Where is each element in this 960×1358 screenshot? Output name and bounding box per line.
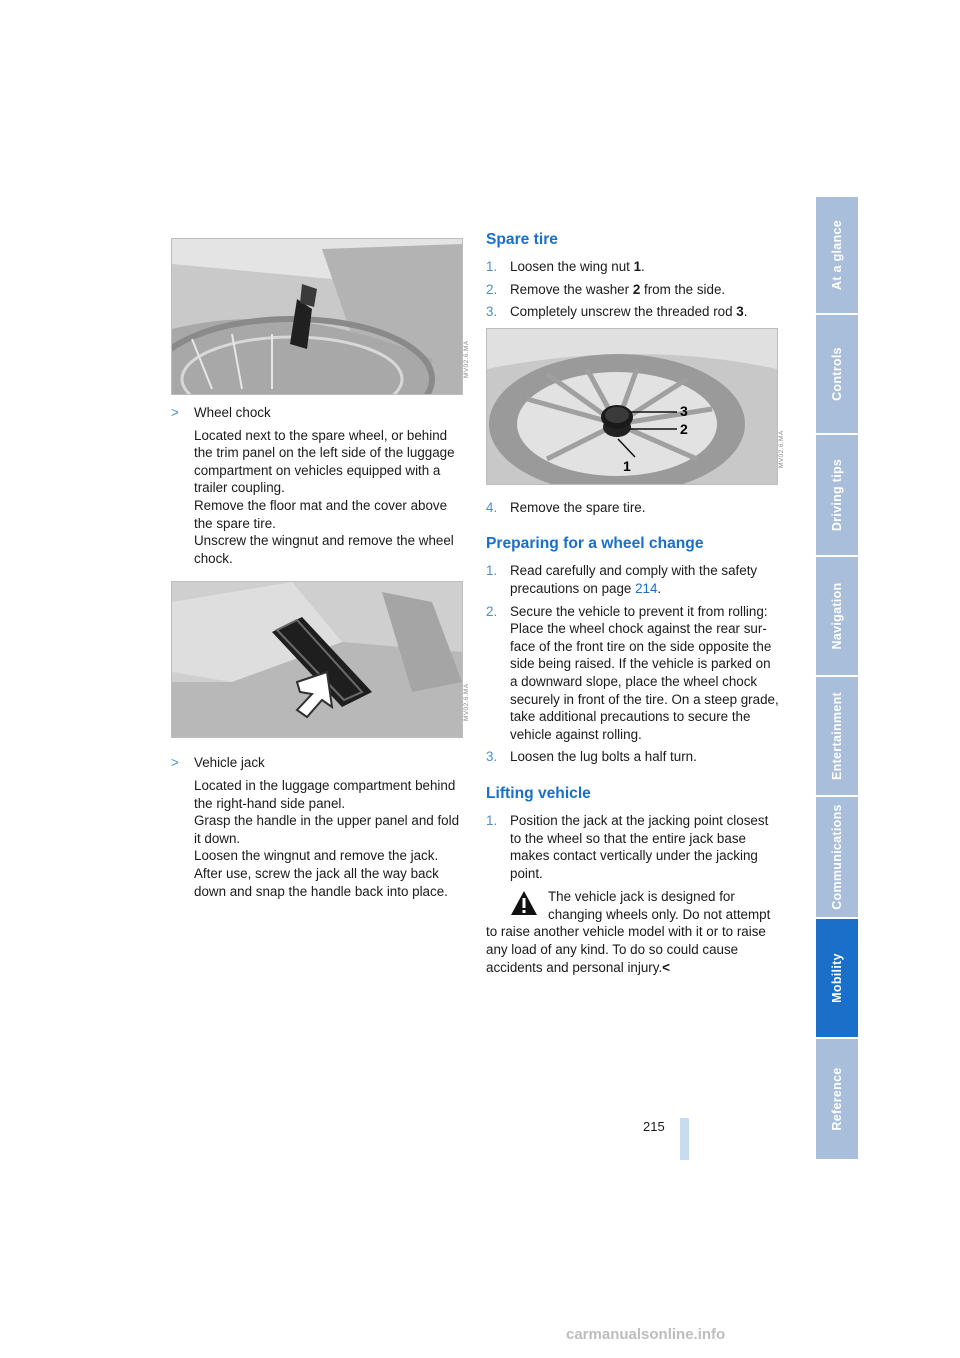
callout-1: 1 <box>623 458 631 474</box>
wheel-chock-title: Wheel chock <box>194 405 271 420</box>
wheel-chock-para-1: Located next to the spare wheel, or behind the trim panel on the left side of the luggage compartment on vehicles equipped with a trailer coupling. <box>194 427 455 496</box>
tab-label: Navigation <box>830 582 844 650</box>
tab-reference[interactable] <box>816 1039 858 1159</box>
step-number: 2. <box>486 603 498 619</box>
step-text: . <box>657 580 662 596</box>
warning-body: The vehicle jack is designed for changing wheels only. Do not attempt to raise another vehicle model with it or to raise any load of any kind. To do so could cause accidents and personal injury. <box>486 889 771 975</box>
step-number: 4. <box>486 499 498 515</box>
tab-communications[interactable] <box>816 797 858 919</box>
vehicle-jack-title: Vehicle jack <box>194 755 265 771</box>
wheel-chock-item <box>171 404 463 567</box>
lift-step-1 <box>486 812 779 882</box>
step-ref: 3 <box>736 304 744 320</box>
tab-label: Controls <box>830 347 844 401</box>
vehicle-jack-para-3: Loosen the wingnut and remove the jack. <box>194 848 439 864</box>
tab-controls[interactable] <box>816 315 858 435</box>
callout-2: 2 <box>680 421 688 437</box>
spare-tire-step-4 <box>486 499 779 517</box>
step-text: Secure the vehicle to prevent it from rolling: Place the wheel chock against the rear sur-face of the front tire on the side opposite the side being raised. If the vehicle is parked on a downward slope, place the wheel chock securely in front of the tire. On a steep grade, take additional precautions to secure the vehicle against rolling. <box>510 603 779 742</box>
wheel-chock-para-3: Unscrew the wingnut and remove the wheel chock. <box>194 533 454 566</box>
watermark: carmanualsonline.info <box>566 1326 726 1343</box>
tab-driving-tips[interactable] <box>816 435 858 557</box>
tab-at-a-glance[interactable] <box>816 197 858 315</box>
bullet-marker: > <box>171 405 179 420</box>
page-number: 215 <box>643 1119 665 1134</box>
step-number: 2. <box>486 281 498 297</box>
page-marker-bar <box>680 1118 689 1160</box>
warning-note <box>486 888 779 976</box>
spare-step-4 <box>486 499 779 517</box>
prep-step-2 <box>486 603 779 744</box>
step-text: Position the jack at the jacking point closest to the wheel so that the entire jack base makes contact vertically under the jacking point. <box>510 812 769 881</box>
preparing-heading: Preparing for a wheel change <box>486 535 704 553</box>
page-link-214[interactable]: 214 <box>635 580 658 596</box>
end-mark: < <box>662 959 670 975</box>
right-column <box>486 230 779 976</box>
spare-tire-heading: Spare tire <box>486 231 558 248</box>
trunk-wheel-chock-photo <box>171 238 463 395</box>
step-ref: 2 <box>632 281 641 297</box>
bullet-marker: > <box>171 755 179 771</box>
vehicle-jack-para-2: Grasp the handle in the upper panel and fold it down. <box>194 813 460 846</box>
callout-3: 3 <box>680 403 688 419</box>
spare-step-3 <box>486 303 779 321</box>
step-text: Loosen the wing nut <box>510 259 634 274</box>
spare-step-2 <box>486 281 779 299</box>
vehicle-jack-para-4: After use, screw the jack all the way back down and snap the handle back into place. <box>194 865 448 899</box>
left-column <box>171 404 463 904</box>
lifting-steps <box>486 812 779 882</box>
tab-mobility[interactable] <box>816 919 858 1039</box>
step-text: Read carefully and comply with the safety precautions on page <box>510 563 758 596</box>
step-number: 3. <box>486 304 498 320</box>
step-ref: 1 <box>633 259 642 274</box>
photo-code-1: MV02.6.MA <box>463 340 470 378</box>
spare-tire-steps <box>486 258 779 321</box>
photo-code-3: MV02.6.MA <box>778 430 785 468</box>
chapter-sidebar <box>816 197 858 1159</box>
tab-entertainment[interactable] <box>816 677 858 797</box>
wheel-chock-para-2: Remove the floor mat and the cover above the spare tire. <box>194 497 448 531</box>
preparing-steps <box>486 562 779 766</box>
step-number: 3. <box>486 749 498 765</box>
spare-step-1 <box>486 258 779 276</box>
tab-label: Reference <box>830 1067 844 1131</box>
step-text: from the side. <box>640 281 726 297</box>
tab-label: At a glance <box>830 220 844 290</box>
tab-label: Driving tips <box>830 458 844 532</box>
lifting-heading: Lifting vehicle <box>486 784 591 802</box>
step-number: 1. <box>486 812 498 828</box>
tab-label: Communications <box>830 804 844 910</box>
vehicle-jack-para-1: Located in the luggage compartment behind the right-hand side panel. <box>194 777 456 811</box>
step-text: Remove the washer <box>510 281 633 297</box>
step-text: Loosen the lug bolts a half turn. <box>510 749 697 765</box>
step-text: Completely unscrew the threaded rod <box>510 304 737 320</box>
step-number: 1. <box>486 563 498 579</box>
step-text: . <box>743 304 748 320</box>
prep-step-3 <box>486 748 779 766</box>
step-text: . <box>641 259 645 274</box>
tab-label: Mobility <box>830 953 844 1003</box>
step-text: Remove the spare tire. <box>510 499 646 515</box>
tab-label: Entertainment <box>830 692 844 780</box>
vehicle-jack-item <box>171 754 463 900</box>
photo-code-2: MV02.6.MA <box>463 683 470 721</box>
tab-navigation[interactable] <box>816 557 858 677</box>
step-number: 1. <box>486 259 498 274</box>
prep-step-1 <box>486 562 779 597</box>
warning-triangle-icon <box>510 890 538 916</box>
